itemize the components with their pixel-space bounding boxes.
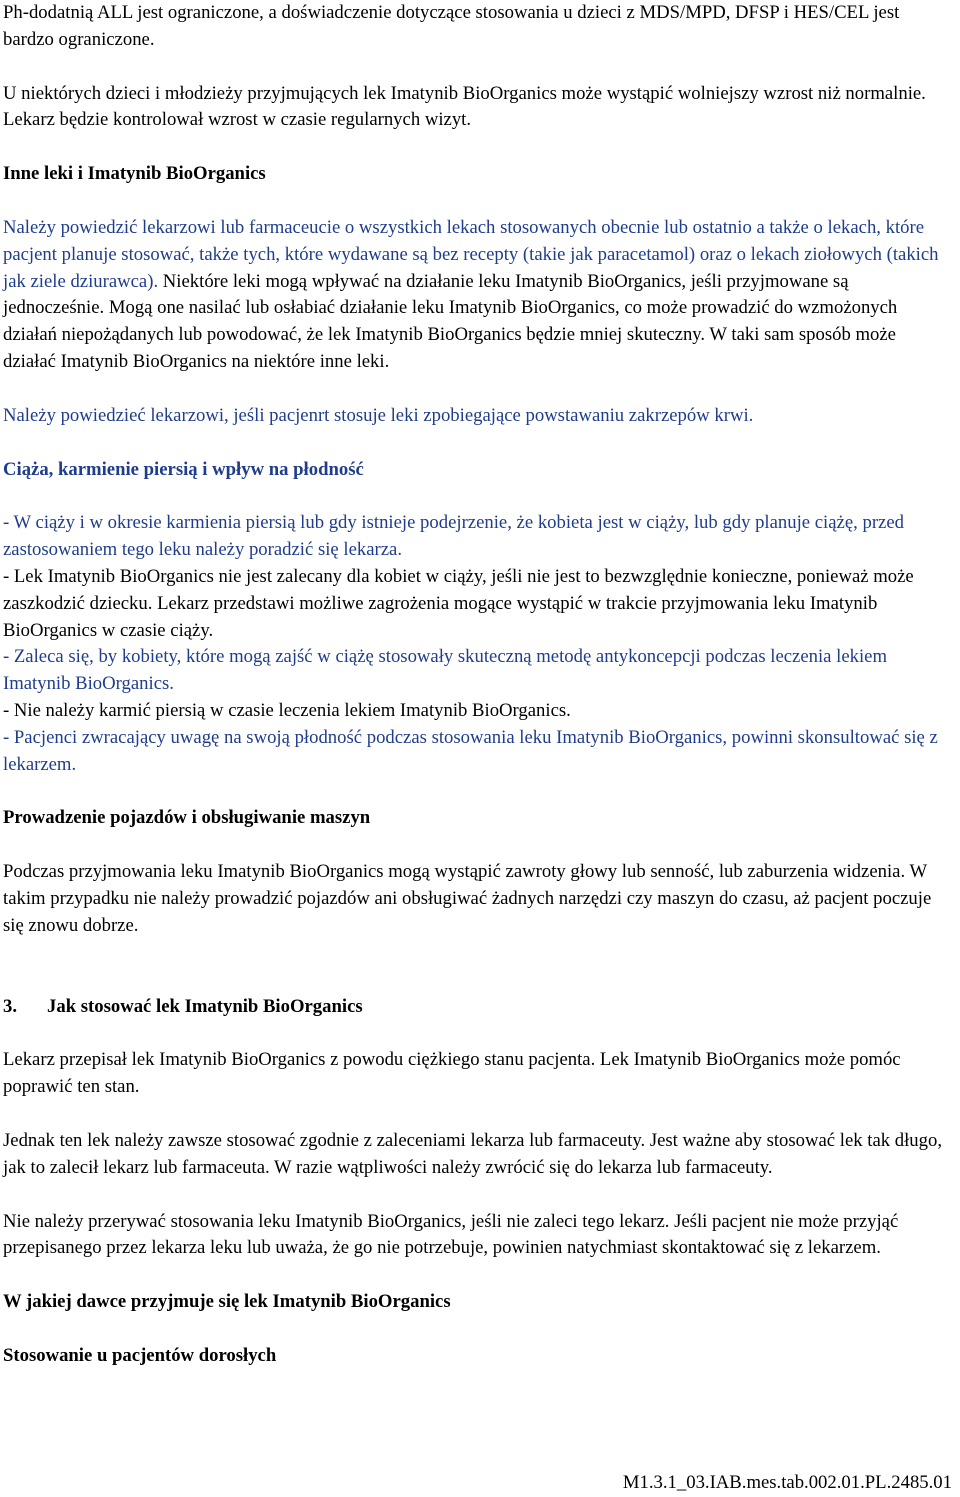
section-number: 3. [3,995,18,1017]
heading-other-medicines: Inne leki i Imatynib BioOrganics [3,163,266,185]
heading-section-3 [3,994,953,1021]
paragraph-growth: U niektórych dzieci i młodzieży przyjmujących lek Imatynib BioOrganics może wystąpić wolniejszy wzrost niż normalnie. Lekarz będzie kontrolował wzrost w czasie regularnych wizyt. [3,82,926,131]
paragraph-prescribed: Lekarz przepisał lek Imatynib BioOrganics z powodu ciężkiego stanu pacjenta. Lek Imatynib BioOrganics może pomóc poprawić ten stan. [3,1049,901,1098]
list-item: - Zaleca się, by kobiety, które mogą zajść w ciążę stosowały skuteczną metodę antykoncepcji podczas leczenia lekiem Imatynib BioOrganics. [3,646,887,695]
list-item: - Lek Imatynib BioOrganics nie jest zalecany dla kobiet w ciąży, jeśli nie jest to bezwzględnie konieczne, ponieważ może zaszkodzić dziecku. Lekarz przedstawi możliwe zagrożenia mogące wystąpić w trakcie przyjmowania leku Imatynib BioOrganics w czasie ciąży. [3,565,914,641]
heading-pregnancy: Ciąża, karmienie piersią i wpływ na płodność [3,458,364,480]
pregnancy-list [3,510,953,778]
document-code-footer: M1.3.1_03.IAB.mes.tab.002.01.PL.2485.01 [622,1472,952,1493]
heading-dose: W jakiej dawce przyjmuje się lek Imatynib BioOrganics [3,1291,451,1313]
paragraph-driving: Podczas przyjmowania leku Imatynib BioOrganics mogą wystąpić zawroty głowy lub senność, lub zaburzenia widzenia. W takim przypadku nie należy prowadzić pojazdów ani obsługiwać żadnych narzędzi czy maszyn do czasu, aż pacjent poczuje się znowu dobrze. [3,861,932,936]
paragraph-other-medicines-rest: Niektóre leki mogą wpływać na działanie leku Imatynib BioOrganics, jeśli przyjmowane są jednocześnie. Mogą one nasilać lub osłabiać działanie leku Imatynib BioOrganics, co może prowadzić do wzmożonych działań niepożądanych lub powodować, że lek Imatynib BioOrganics będzie mniej skuteczny. W taki sam sposób może działać Imatynib BioOrganics na niektóre inne leki. [3,270,898,372]
list-item: - Nie należy karmić piersią w czasie leczenia lekiem Imatynib BioOrganics. [3,699,571,721]
paragraph-anticoagulants: Należy powiedzieć lekarzowi, jeśli pacjenrt stosuje leki zpobiegające powstawaniu zakrzepów krwi. [3,404,754,426]
paragraph-other-medicines [3,215,953,376]
section-title: Jak stosować lek Imatynib BioOrganics [47,995,363,1017]
paragraph-pediatric-experience: Ph-dodatnią ALL jest ograniczone, a doświadczenie dotyczące stosowania u dzieci z MDS/MPD, DFSP i HES/CEL jest bardzo ograniczone. [3,2,900,50]
document-page [3,0,953,1397]
paragraph-do-not-stop: Nie należy przerywać stosowania leku Imatynib BioOrganics, jeśli nie zaleci tego lekarz. Jeśli pacjent nie może przyjąć przepisanego przez lekarza leku lub uważa, że go nie potrzebuje, powinien natychmiast skontaktować się z lekarzem. [3,1210,899,1259]
paragraph-other-medicines-revised: Należy powiedzić lekarzowi lub farmaceucie o wszystkich lekach stosowanych obecnie lub ostatnio a także o lekach, które pacjent planuje stosować, także tych, które wydawane są bez recepty (takie jak paracetamol) oraz o lekach ziołowych (takich jak ziele dziurawca). [3,216,939,292]
heading-driving: Prowadzenie pojazdów i obsługiwanie maszyn [3,807,371,829]
list-item: - Pacjenci zwracający uwagę na swoją płodność podczas stosowania leku Imatynib BioOrganics, powinni skonsultować się z lekarzem. [3,726,938,775]
list-item: - W ciąży i w okresie karmienia piersią lub gdy istnieje podejrzenie, że kobieta jest w ciąży, lub gdy planuje ciążę, przed zastosowaniem tego leku należy poradzić się lekarza. [3,512,904,561]
paragraph-follow-instructions: Jednak ten lek należy zawsze stosować zgodnie z zaleceniami lekarza lub farmaceuty. Jest ważne aby stosować lek tak długo, jak to zalecił lekarz lub farmaceuta. W razie wątpliwości należy zwrócić się do lekarza lub farmaceuty. [3,1129,942,1178]
heading-adults: Stosowanie u pacjentów dorosłych [3,1344,277,1366]
